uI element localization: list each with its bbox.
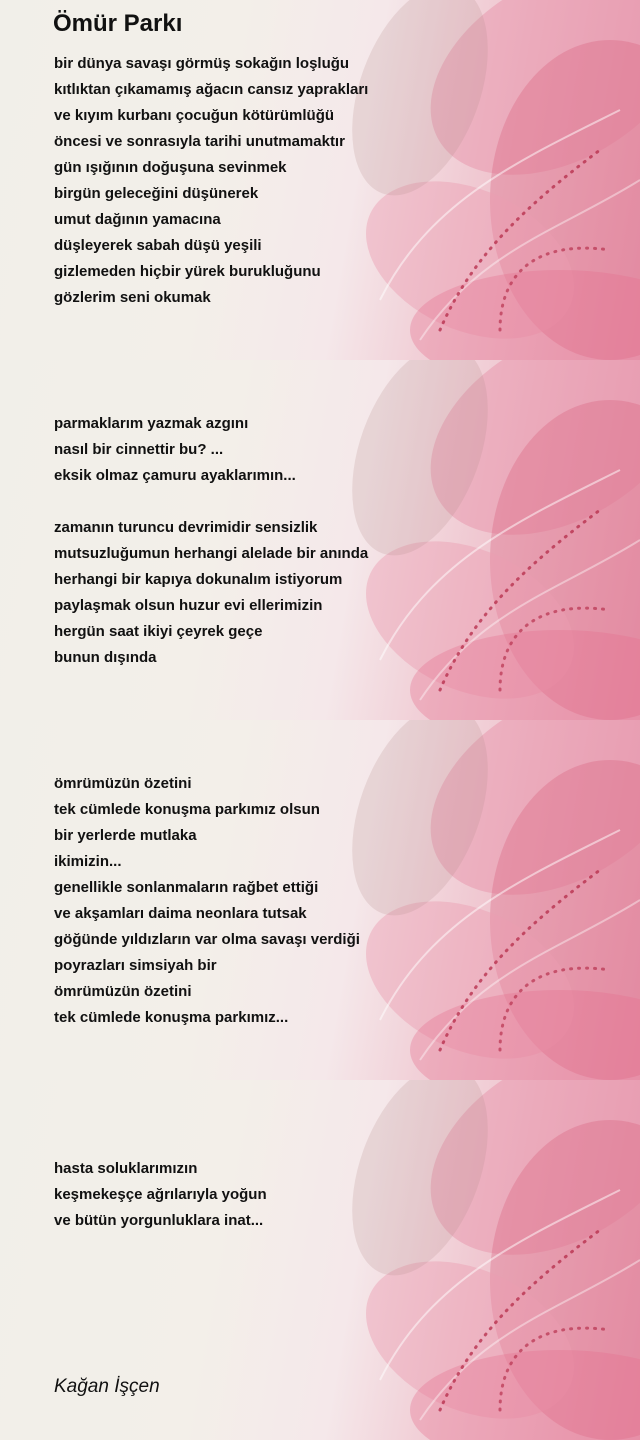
poem-line: hasta soluklarımızın (54, 1160, 198, 1177)
poem-line: ve bütün yorgunluklara inat... (54, 1212, 264, 1229)
poem-line: ömrümüzün özetini (54, 983, 192, 1000)
author-name: Kağan İşçen (54, 1376, 160, 1397)
poem-line: göğünde yıldızların var olma savaşı verdiği (54, 931, 360, 948)
poem-line: zamanın turuncu devrimidir sensizlik (54, 519, 318, 536)
poem-line: birgün geleceğini düşünerek (54, 185, 259, 202)
poem-line: gün ışığının doğuşuna sevinmek (54, 159, 287, 176)
poem-line: paylaşmak olsun huzur evi ellerimizin (54, 597, 323, 614)
poem-title: Ömür Parkı (53, 10, 183, 37)
poem-line: gözlerim seni okumak (54, 289, 211, 306)
poem-line: düşleyerek sabah düşü yeşili (54, 237, 262, 254)
poem-line: kıtlıktan çıkamamış ağacın cansız yaprakları (54, 81, 369, 98)
poem-line: mutsuzluğumun herhangi alelade bir anında (54, 545, 369, 562)
poem-line: bir yerlerde mutlaka (54, 827, 197, 844)
poem-line: eksik olmaz çamuru ayaklarımın... (54, 467, 296, 484)
poem-line: genellikle sonlanmaların rağbet ettiği (54, 879, 319, 896)
poem-line: bir dünya savaşı görmüş sokağın loşluğu (54, 55, 350, 72)
poem-line: keşmekeşçe ağrılarıyla yoğun (54, 1186, 267, 1203)
poem-line: ve kıyım kurbanı çocuğun kötürümlüğü (54, 107, 335, 124)
stanza-3 (54, 771, 360, 1031)
poem-line: tek cümlede konuşma parkımız olsun (54, 801, 320, 818)
poem-line: umut dağının yamacına (54, 211, 221, 228)
stanza-1 (54, 51, 368, 311)
poem-panel-3 (0, 720, 640, 1080)
stanza-4 (54, 1156, 267, 1234)
poem-line: ömrümüzün özetini (54, 775, 192, 792)
poem-line: öncesi ve sonrasıyla tarihi unutmamaktır (54, 133, 345, 150)
poem-line: hergün saat ikiyi çeyrek geçe (54, 623, 263, 640)
poem-line: bunun dışında (54, 649, 157, 666)
stanza-2 (54, 411, 368, 671)
poem-panel-1 (0, 0, 640, 360)
poem-line: tek cümlede konuşma parkımız... (54, 1009, 289, 1026)
poem-panel-2 (0, 360, 640, 720)
poem-line: herhangi bir kapıya dokunalım istiyorum (54, 571, 343, 588)
poem-line: ikimizin... (54, 853, 122, 870)
poem-line: poyrazları simsiyah bir (54, 957, 217, 974)
poem-line: gizlemeden hiçbir yürek burukluğunu (54, 263, 321, 280)
stanza-break (54, 489, 368, 515)
poem-panel-4 (0, 1080, 640, 1440)
poem-line: ve akşamları daima neonlara tutsak (54, 905, 307, 922)
poem-line: parmaklarım yazmak azgını (54, 415, 249, 432)
poem-line: nasıl bir cinnettir bu? ... (54, 441, 224, 458)
